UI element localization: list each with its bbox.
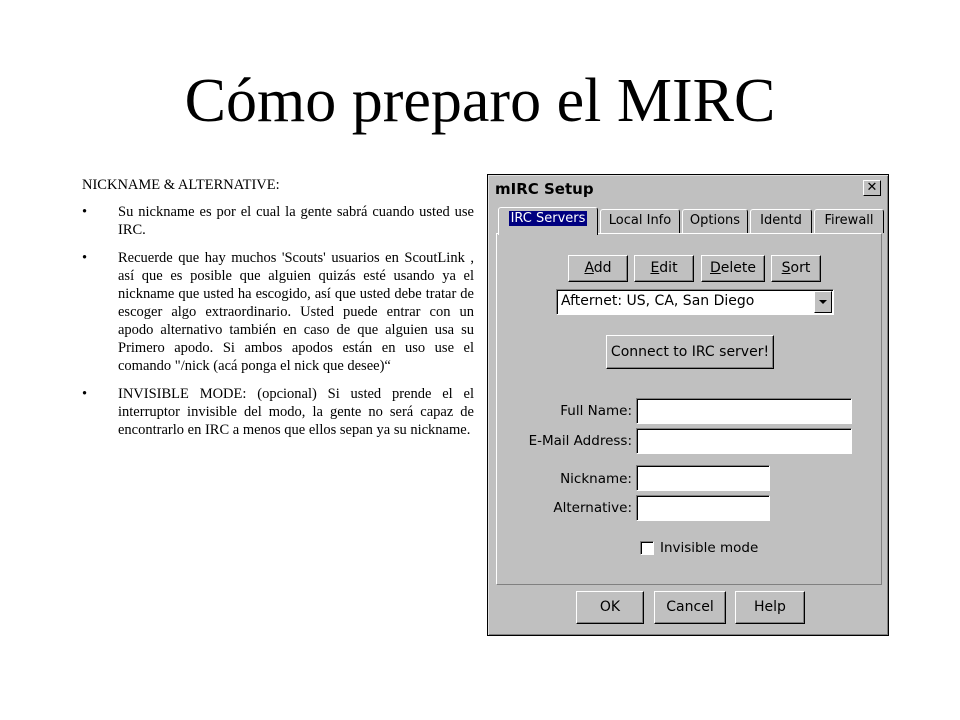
help-button[interactable]: Help — [735, 591, 805, 624]
ok-button[interactable]: OK — [576, 591, 644, 624]
tab-label: Local Info — [608, 213, 672, 228]
bullet-item — [82, 203, 474, 239]
bullet-item — [82, 249, 474, 375]
add-button[interactable]: Add — [568, 255, 628, 282]
nickname-field[interactable] — [636, 465, 770, 491]
tab-label: Firewall — [824, 213, 874, 228]
server-select-value: Afternet: US, CA, San Diego — [561, 293, 755, 309]
dialog-titlebar[interactable] — [491, 178, 885, 200]
bullet-text: INVISIBLE MODE: (opcional) Si usted prende el el interruptor invisible del modo, la gente no será capaz de encontrarlo en IRC a menos que ellos sepan ya su nickname. — [118, 386, 474, 438]
email-field[interactable] — [636, 428, 852, 454]
tab-local-info[interactable] — [600, 209, 680, 233]
full-name-field[interactable] — [636, 398, 852, 424]
full-name-label: Full Name: — [560, 403, 632, 419]
alternative-field[interactable] — [636, 495, 770, 521]
tab-options[interactable] — [682, 209, 748, 233]
invisible-mode-checkbox[interactable] — [640, 541, 654, 555]
tab-label: IRC Servers — [510, 211, 586, 226]
delete-button[interactable]: Delete — [701, 255, 765, 282]
sort-button[interactable]: Sort — [771, 255, 821, 282]
email-label: E-Mail Address: — [528, 433, 632, 449]
dialog-title: mIRC Setup — [495, 180, 594, 198]
bullet-icon: • — [82, 250, 88, 266]
nickname-label: Nickname: — [560, 471, 632, 487]
tab-firewall[interactable] — [814, 209, 884, 233]
edit-button[interactable]: Edit — [634, 255, 694, 282]
bullet-item — [82, 385, 474, 439]
chevron-down-icon[interactable] — [814, 291, 832, 313]
mirc-setup-dialog — [487, 174, 889, 636]
slide-title: Cómo preparo el MIRC — [184, 67, 776, 135]
tab-irc-servers[interactable] — [498, 207, 598, 235]
invisible-mode-label[interactable]: Invisible mode — [660, 540, 759, 556]
alternative-label: Alternative: — [553, 500, 632, 516]
tab-label: Options — [689, 213, 741, 228]
bullet-text: Su nickname es por el cual la gente sabrá cuando usted use IRC. — [118, 204, 474, 238]
bullet-icon: • — [82, 386, 88, 402]
slide-text-column — [82, 176, 474, 449]
tab-label: Identd — [760, 213, 802, 228]
close-button[interactable] — [863, 180, 881, 196]
server-select[interactable] — [556, 289, 834, 315]
close-icon: ✕ — [866, 180, 878, 195]
connect-button[interactable]: Connect to IRC server! — [606, 335, 774, 369]
section-heading: NICKNAME & ALTERNATIVE: — [82, 177, 280, 193]
bullet-icon: • — [82, 204, 88, 220]
tab-identd[interactable] — [750, 209, 812, 233]
cancel-button[interactable]: Cancel — [654, 591, 726, 624]
bullet-text: Recuerde que hay muchos 'Scouts' usuarios en ScoutLink , así que es posible que alguien quizás esté usando ya el nickname que usted ha escogido, así que usted debe tratar de escoger algo extraordinario. Usted puede entrar con un apodo alternativo también en caso de que alguien usa su Primero apodo. Si ambos apodos están en uso use el comando "/nick (acá ponga el nick que desee)“ — [118, 250, 474, 374]
